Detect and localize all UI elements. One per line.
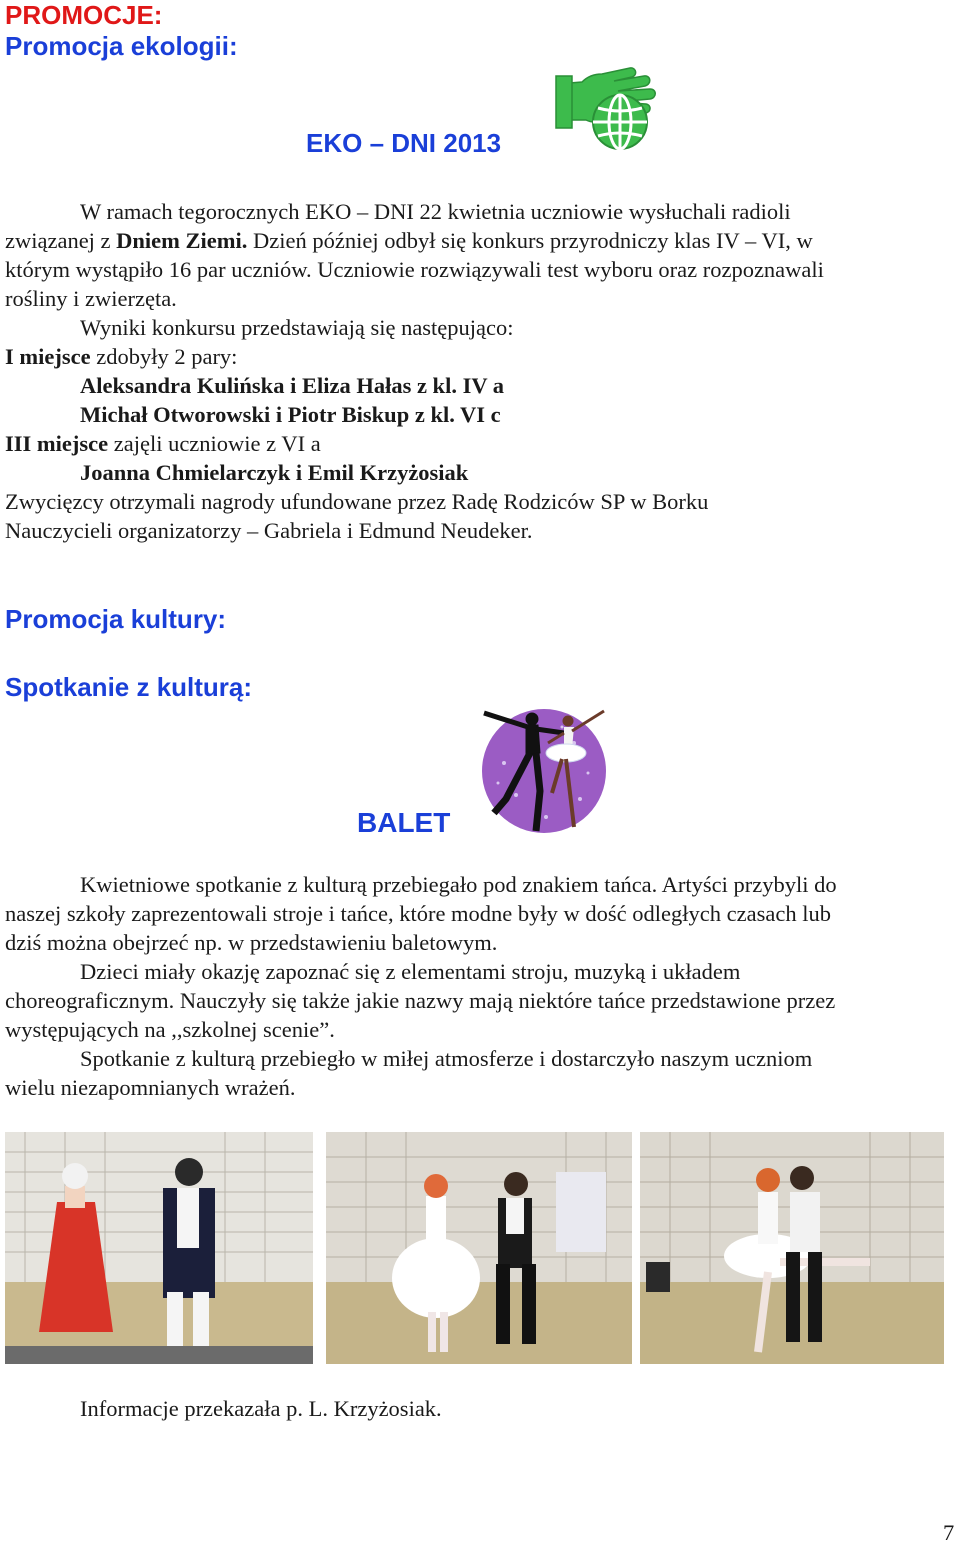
eko-paragraph-line: rośliny i zwierzęta. bbox=[5, 286, 177, 311]
spotkanie-z-kultura-heading: Spotkanie z kulturą: bbox=[5, 672, 253, 702]
balet-title: BALET bbox=[357, 807, 451, 838]
third-place-label: III miejsce bbox=[5, 431, 109, 456]
ballet-photo-3 bbox=[640, 1132, 944, 1364]
eko-paragraph-line: którym wystąpiło 16 par uczniów. Uczniowie rozwiązywali test wyboru oraz rozpoznawali bbox=[5, 257, 824, 282]
ballet-dancers-icon bbox=[476, 703, 610, 835]
page-number: 7 bbox=[943, 1520, 955, 1545]
organizers-note: Nauczycieli organizatorzy – Gabriela i Edmund Neudeker. bbox=[5, 518, 533, 543]
text-span: Dzień później odbył się konkurs przyrodniczy klas IV – VI, w bbox=[247, 228, 813, 253]
text-span: zajęli uczniowie z VI a bbox=[108, 431, 321, 456]
winners-note: Zwycięzcy otrzymali nagrody ufundowane przez Radę Rodziców SP w Borku bbox=[5, 489, 709, 514]
ballet-photo-1 bbox=[5, 1132, 313, 1364]
dzien-ziemi-bold: Dniem Ziemi. bbox=[116, 228, 248, 253]
info-author: Informacje przekazała p. L. Krzyżosiak. bbox=[80, 1396, 442, 1421]
results-intro: Wyniki konkursu przedstawiają się następująco: bbox=[80, 315, 514, 340]
culture-paragraph-line: choreograficznym. Nauczyły się także jakie nazwy mają niektóre tańce przedstawione przez bbox=[5, 988, 836, 1013]
pair-names: Aleksandra Kulińska i Eliza Hałas z kl. IV a bbox=[80, 373, 505, 398]
first-place-line bbox=[5, 342, 237, 371]
pair-names: Michał Otworowski i Piotr Biskup z kl. VI c bbox=[80, 402, 501, 427]
promocja-ekologii-heading: Promocja ekologii: bbox=[5, 31, 238, 61]
promocje-heading: PROMOCJE: bbox=[5, 0, 163, 30]
culture-paragraph-line: wielu niezapomnianych wrażeń. bbox=[5, 1075, 296, 1100]
winner-pair bbox=[80, 371, 504, 400]
promocja-kultury-heading: Promocja kultury: bbox=[5, 604, 227, 634]
eco-hand-globe-icon bbox=[552, 62, 660, 158]
culture-paragraph-line: występujących na ,,szkolnej scenie”. bbox=[5, 1017, 335, 1042]
culture-paragraph-line: Dzieci miały okazję zapoznać się z elementami stroju, muzyką i układem bbox=[80, 959, 741, 984]
third-place-line bbox=[5, 429, 321, 458]
first-place-label: I miejsce bbox=[5, 344, 91, 369]
text-span: związanej z bbox=[5, 228, 117, 253]
eko-paragraph-line bbox=[5, 226, 813, 255]
eko-dni-title: EKO – DNI 2013 bbox=[306, 128, 502, 158]
ballet-photo-2 bbox=[326, 1132, 632, 1364]
culture-paragraph-line: naszej szkoły zaprezentowali stroje i tańce, które modne były w dość odległych czasach lub bbox=[5, 901, 831, 926]
culture-paragraph-line: dziś można obejrzeć np. w przedstawieniu baletowym. bbox=[5, 930, 498, 955]
culture-paragraph-line: Spotkanie z kulturą przebiegło w miłej atmosferze i dostarczyło naszym uczniom bbox=[80, 1046, 813, 1071]
winner-pair bbox=[80, 458, 468, 487]
eko-paragraph-line: W ramach tegorocznych EKO – DNI 22 kwietnia uczniowie wysłuchali radioli bbox=[80, 199, 791, 224]
pair-names: Joanna Chmielarczyk i Emil Krzyżosiak bbox=[80, 460, 469, 485]
winner-pair bbox=[80, 400, 501, 429]
culture-paragraph-line: Kwietniowe spotkanie z kulturą przebiegało pod znakiem tańca. Artyści przybyli do bbox=[80, 872, 837, 897]
text-span: zdobyły 2 pary: bbox=[90, 344, 238, 369]
